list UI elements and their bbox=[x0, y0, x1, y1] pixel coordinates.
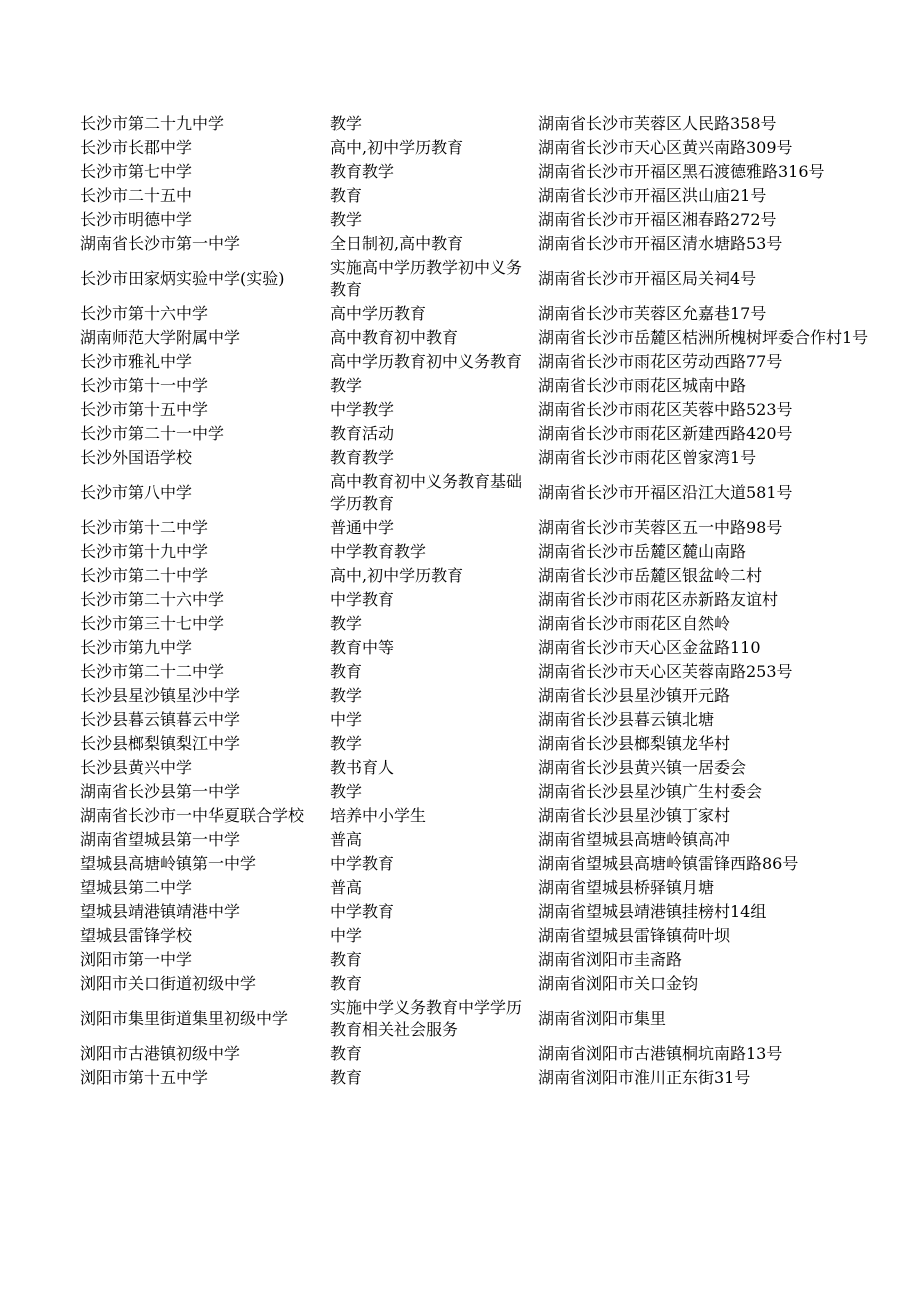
table-row bbox=[80, 756, 880, 780]
school-name: 长沙市二十五中 bbox=[80, 186, 193, 205]
business-scope: 教育 bbox=[330, 662, 363, 681]
school-address: 湖南省长沙县星沙镇开元路 bbox=[538, 686, 731, 705]
school-name: 长沙县榔梨镇梨江中学 bbox=[80, 734, 241, 753]
school-address: 湖南省长沙市岳麓区桔洲所槐树坪委合作村1号 bbox=[538, 328, 869, 347]
school-name: 长沙市第十五中学 bbox=[80, 400, 209, 419]
school-address: 湖南省浏阳市淮川正东街31号 bbox=[538, 1068, 751, 1087]
school-name: 长沙市田家炳实验中学(实验) bbox=[80, 269, 285, 288]
school-address: 湖南省望城县靖港镇挂榜村14组 bbox=[538, 902, 767, 921]
business-scope: 教育 bbox=[330, 186, 363, 205]
business-scope: 实施中学义务教育中学学历教育相关社会服务 bbox=[330, 998, 523, 1039]
table-row bbox=[80, 160, 880, 184]
business-scope: 中学教学 bbox=[330, 400, 395, 419]
business-scope: 教育教学 bbox=[330, 162, 395, 181]
school-name: 长沙市第十一中学 bbox=[80, 376, 209, 395]
table-row bbox=[80, 972, 880, 996]
school-name: 长沙市第二十一中学 bbox=[80, 424, 225, 443]
school-address: 湖南省长沙市雨花区赤新路友谊村 bbox=[538, 590, 779, 609]
school-address: 湖南省长沙市天心区黄兴南路309号 bbox=[538, 138, 793, 157]
school-name: 湖南省望城县第一中学 bbox=[80, 830, 241, 849]
business-scope: 普高 bbox=[330, 878, 363, 897]
business-scope: 教学 bbox=[330, 114, 363, 133]
school-name: 浏阳市古港镇初级中学 bbox=[80, 1044, 241, 1063]
table-row bbox=[80, 374, 880, 398]
school-address: 湖南省望城县高塘岭镇雷锋西路86号 bbox=[538, 854, 799, 873]
school-address: 湖南省长沙市岳麓区麓山南路 bbox=[538, 542, 747, 561]
table-row bbox=[80, 852, 880, 876]
table-row bbox=[80, 996, 880, 1042]
school-address: 湖南省长沙县暮云镇北塘 bbox=[538, 710, 715, 729]
table-row bbox=[80, 876, 880, 900]
school-address: 湖南省长沙市雨花区芙蓉中路523号 bbox=[538, 400, 793, 419]
school-name: 长沙市第二十中学 bbox=[80, 566, 209, 585]
table-row bbox=[80, 446, 880, 470]
business-scope: 教育 bbox=[330, 1068, 363, 1087]
school-name: 湖南师范大学附属中学 bbox=[80, 328, 241, 347]
school-name: 望城县高塘岭镇第一中学 bbox=[80, 854, 257, 873]
business-scope: 中学教育 bbox=[330, 902, 395, 921]
table-row bbox=[80, 540, 880, 564]
table-row bbox=[80, 948, 880, 972]
school-name: 望城县雷锋学校 bbox=[80, 926, 193, 945]
school-name: 长沙市第二十二中学 bbox=[80, 662, 225, 681]
school-name: 湖南省长沙县第一中学 bbox=[80, 782, 241, 801]
school-name: 湖南省长沙市第一中学 bbox=[80, 234, 241, 253]
business-scope: 中学 bbox=[330, 710, 363, 729]
business-scope: 教育 bbox=[330, 1044, 363, 1063]
school-address: 湖南省长沙市雨花区劳动西路77号 bbox=[538, 352, 783, 371]
business-scope: 教学 bbox=[330, 210, 363, 229]
school-name: 长沙市第七中学 bbox=[80, 162, 193, 181]
business-scope: 教育中等 bbox=[330, 638, 395, 657]
school-name: 长沙市第八中学 bbox=[80, 483, 193, 502]
school-address: 湖南省长沙市天心区芙蓉南路253号 bbox=[538, 662, 793, 681]
school-address: 湖南省浏阳市关口金钧 bbox=[538, 974, 699, 993]
school-name: 浏阳市关口街道初级中学 bbox=[80, 974, 257, 993]
school-name: 长沙市第二十九中学 bbox=[80, 114, 225, 133]
business-scope: 中学教育 bbox=[330, 854, 395, 873]
table-row bbox=[80, 804, 880, 828]
business-scope: 高中教育初中教育 bbox=[330, 328, 459, 347]
school-name: 浏阳市第十五中学 bbox=[80, 1068, 209, 1087]
school-address: 湖南省望城县桥驿镇月塘 bbox=[538, 878, 715, 897]
table-row bbox=[80, 924, 880, 948]
school-address: 湖南省长沙市雨花区新建西路420号 bbox=[538, 424, 793, 443]
school-table-body bbox=[80, 112, 880, 1090]
school-address: 湖南省浏阳市圭斋路 bbox=[538, 950, 683, 969]
table-row bbox=[80, 136, 880, 160]
school-name: 望城县靖港镇靖港中学 bbox=[80, 902, 241, 921]
school-name: 长沙市第二十六中学 bbox=[80, 590, 225, 609]
business-scope: 教育 bbox=[330, 974, 363, 993]
school-name: 长沙市长郡中学 bbox=[80, 138, 193, 157]
school-address: 湖南省长沙县黄兴镇一居委会 bbox=[538, 758, 747, 777]
table-row bbox=[80, 564, 880, 588]
business-scope: 高中教育初中义务教育基础学历教育 bbox=[330, 472, 523, 513]
school-address: 湖南省长沙市雨花区自然岭 bbox=[538, 614, 731, 633]
table-row bbox=[80, 208, 880, 232]
table-row bbox=[80, 232, 880, 256]
business-scope: 教育 bbox=[330, 950, 363, 969]
school-address: 湖南省长沙市岳麓区银盆岭二村 bbox=[538, 566, 763, 585]
business-scope: 高中学历教育 bbox=[330, 304, 427, 323]
business-scope: 教学 bbox=[330, 782, 363, 801]
business-scope: 教学 bbox=[330, 614, 363, 633]
school-address: 湖南省望城县高塘岭镇高冲 bbox=[538, 830, 731, 849]
school-name: 长沙外国语学校 bbox=[80, 448, 193, 467]
school-address: 湖南省长沙市开福区洪山庙21号 bbox=[538, 186, 767, 205]
business-scope: 教育教学 bbox=[330, 448, 395, 467]
table-row bbox=[80, 780, 880, 804]
table-row bbox=[80, 516, 880, 540]
table-row bbox=[80, 470, 880, 516]
business-scope: 中学教育 bbox=[330, 590, 395, 609]
school-address: 湖南省长沙市开福区清水塘路53号 bbox=[538, 234, 783, 253]
table-row bbox=[80, 1042, 880, 1066]
business-scope: 教学 bbox=[330, 686, 363, 705]
business-scope: 高中,初中学历教育 bbox=[330, 138, 464, 157]
school-address: 湖南省浏阳市集里 bbox=[538, 1009, 667, 1028]
table-row bbox=[80, 184, 880, 208]
business-scope: 高中学历教育初中义务教育 bbox=[330, 352, 523, 371]
table-row bbox=[80, 828, 880, 852]
school-name: 长沙市雅礼中学 bbox=[80, 352, 193, 371]
school-name: 长沙市第九中学 bbox=[80, 638, 193, 657]
table-row bbox=[80, 112, 880, 136]
school-address: 湖南省长沙市雨花区曾家湾1号 bbox=[538, 448, 757, 467]
table-row bbox=[80, 350, 880, 374]
business-scope: 教育活动 bbox=[330, 424, 395, 443]
table-row bbox=[80, 302, 880, 326]
school-name: 望城县第二中学 bbox=[80, 878, 193, 897]
table-row bbox=[80, 660, 880, 684]
business-scope: 全日制初,高中教育 bbox=[330, 234, 464, 253]
school-address: 湖南省长沙市雨花区城南中路 bbox=[538, 376, 747, 395]
business-scope: 普高 bbox=[330, 830, 363, 849]
school-name: 长沙市明德中学 bbox=[80, 210, 193, 229]
school-name: 长沙县黄兴中学 bbox=[80, 758, 193, 777]
business-scope: 实施高中学历教学初中义务教育 bbox=[330, 258, 523, 299]
school-address: 湖南省长沙县星沙镇广生村委会 bbox=[538, 782, 763, 801]
business-scope: 教学 bbox=[330, 734, 363, 753]
table-row bbox=[80, 398, 880, 422]
business-scope: 教学 bbox=[330, 376, 363, 395]
table-row bbox=[80, 588, 880, 612]
business-scope: 中学 bbox=[330, 926, 363, 945]
school-address: 湖南省长沙市芙蓉区五一中路98号 bbox=[538, 518, 783, 537]
table-row bbox=[80, 612, 880, 636]
table-row bbox=[80, 422, 880, 446]
school-address: 湖南省望城县雷锋镇荷叶坝 bbox=[538, 926, 731, 945]
school-name: 长沙市第十九中学 bbox=[80, 542, 209, 561]
school-address: 湖南省长沙市天心区金盆路110 bbox=[538, 638, 761, 657]
business-scope: 教书育人 bbox=[330, 758, 395, 777]
school-name: 长沙县暮云镇暮云中学 bbox=[80, 710, 241, 729]
school-address: 湖南省长沙市芙蓉区允嘉巷17号 bbox=[538, 304, 767, 323]
table-row bbox=[80, 684, 880, 708]
school-address: 湖南省长沙市开福区局关祠4号 bbox=[538, 269, 757, 288]
business-scope: 中学教育教学 bbox=[330, 542, 427, 561]
table-row bbox=[80, 636, 880, 660]
table-row bbox=[80, 256, 880, 302]
school-address: 湖南省长沙市芙蓉区人民路358号 bbox=[538, 114, 777, 133]
school-address: 湖南省长沙市开福区湘春路272号 bbox=[538, 210, 777, 229]
school-address: 湖南省浏阳市古港镇桐坑南路13号 bbox=[538, 1044, 783, 1063]
school-name: 长沙市第十六中学 bbox=[80, 304, 209, 323]
school-name: 浏阳市第一中学 bbox=[80, 950, 193, 969]
school-address: 湖南省长沙县榔梨镇龙华村 bbox=[538, 734, 731, 753]
school-name: 长沙市第三十七中学 bbox=[80, 614, 225, 633]
table-row bbox=[80, 1066, 880, 1090]
school-name: 长沙县星沙镇星沙中学 bbox=[80, 686, 241, 705]
table-row bbox=[80, 732, 880, 756]
table-row bbox=[80, 326, 880, 350]
school-address: 湖南省长沙市开福区沿江大道581号 bbox=[538, 483, 793, 502]
business-scope: 高中,初中学历教育 bbox=[330, 566, 464, 585]
school-address: 湖南省长沙市开福区黑石渡德雅路316号 bbox=[538, 162, 825, 181]
table-row bbox=[80, 900, 880, 924]
school-name: 浏阳市集里街道集里初级中学 bbox=[80, 1009, 289, 1028]
school-table bbox=[80, 112, 880, 1090]
business-scope: 培养中小学生 bbox=[330, 806, 427, 825]
school-name: 湖南省长沙市一中华夏联合学校 bbox=[80, 806, 305, 825]
school-address: 湖南省长沙县星沙镇丁家村 bbox=[538, 806, 731, 825]
table-row bbox=[80, 708, 880, 732]
business-scope: 普通中学 bbox=[330, 518, 395, 537]
school-name: 长沙市第十二中学 bbox=[80, 518, 209, 537]
